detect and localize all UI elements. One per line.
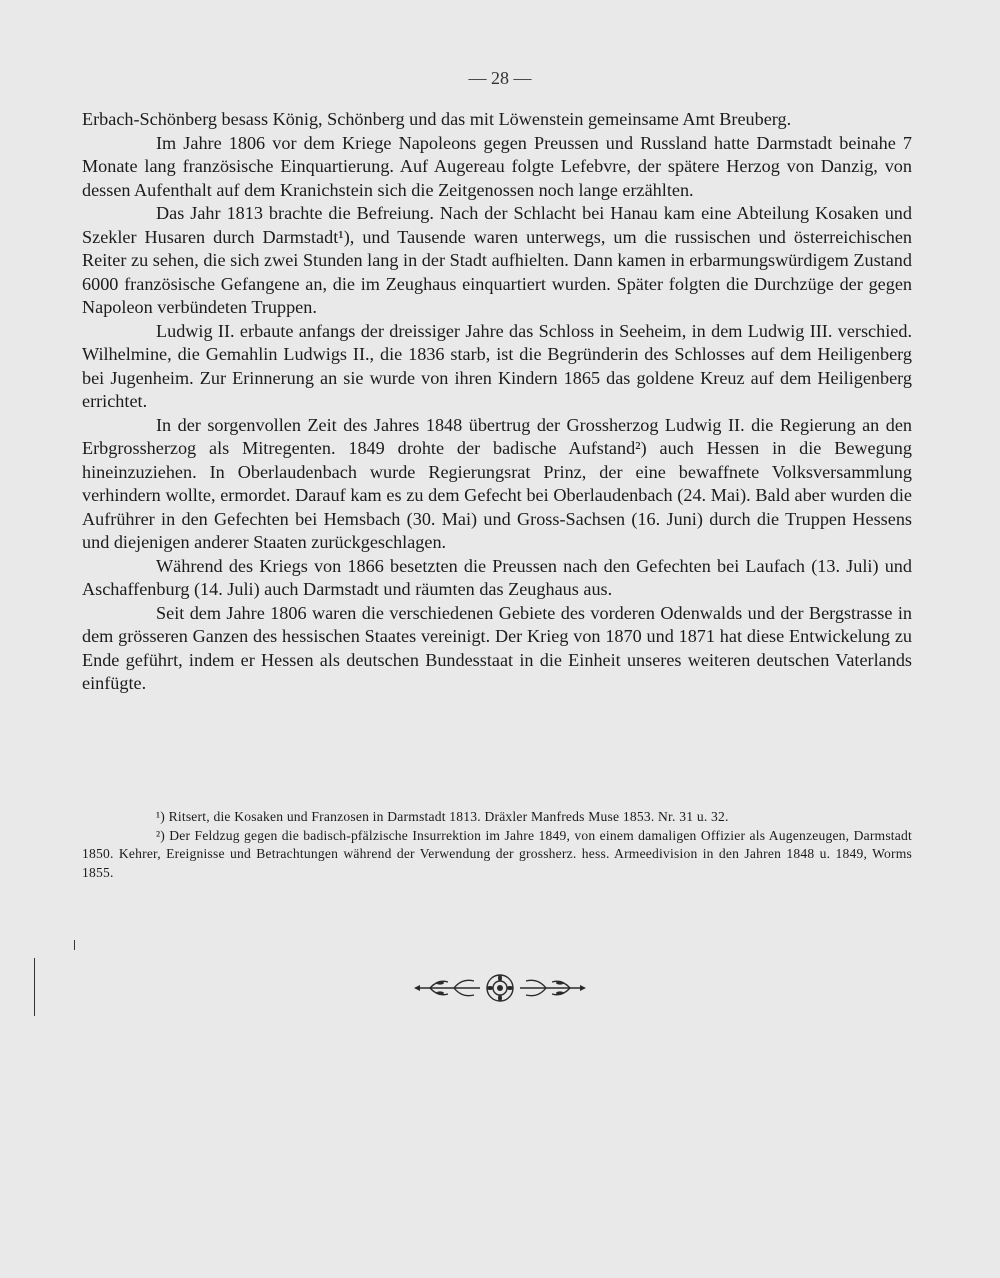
paragraph-5: In der sorgenvollen Zeit des Jahres 1848 übertrug der Grossherzog Ludwig II. die Regierung an den Erbgrossherzog als Mitregenten. 1849 drohte der badische Aufstand²) auch Hessen in die Bewegung hineinzuziehen. In Oberlaudenbach wurde Regierungsrat Prinz, der eine bewaffnete Volksversammlung verhindern wollte, ermordet. Darauf kam es zu dem Gefecht bei Oberlaudenbach (24. Mai). Bald aber wurden die Aufrührer in den Gefechten bei Hemsbach (30. Mai) und Gross-Sachsen (16. Juni) durch die Truppen Hessens und diejenigen anderer Staaten zurückgeschlagen. xyxy=(82,414,912,552)
footnote-1: ¹) Ritsert, die Kosaken und Franzosen in Darmstadt 1813. Dräxler Manfreds Muse 1853. Nr. 31 u. 32. xyxy=(156,809,729,824)
paragraph-3: Das Jahr 1813 brachte die Befreiung. Nach der Schlacht bei Hanau kam eine Abteilung Kosaken und Szekler Husaren durch Darmstadt¹), und Tausende waren unterwegs, um die russischen und österreichischen Reiter zu sehen, die sich zwei Stunden lang in der Stadt aufhielten. Dann kamen in erbarmungswürdigem Zustand 6000 französische Gefangene an, die im Zeughaus einquartiert wurden. Später folgten die Durchzüge der gegen Napoleon verbündeten Truppen. xyxy=(82,203,912,317)
margin-mark xyxy=(74,940,75,950)
body-text xyxy=(82,108,912,696)
paragraph-2: Im Jahre 1806 vor dem Kriege Napoleons gegen Preussen und Russland hatte Darmstadt beinahe 7 Monate lang französische Einquartierung. Auf Augereau folgte Lefebvre, der spätere Herzog von Danzig, von dessen Aufenthalt auf dem Kranichstein sich die Zeitgenossen noch lange erzählten. xyxy=(82,132,912,200)
floral-rosette-ornament-icon xyxy=(410,970,590,1006)
paragraph-7: Seit dem Jahre 1806 waren die verschiedenen Gebiete des vorderen Odenwalds und der Bergstrasse in dem grösseren Ganzen des hessischen Staates vereinigt. Der Krieg von 1870 und 1871 hat diese Entwickelung zu Ende geführt, indem er Hessen als deutschen Bundesstaat in die Einheit unseres weiteren deutschen Vaterlands einfügte. xyxy=(82,602,912,693)
margin-mark xyxy=(34,958,35,1016)
page-number: — 28 — xyxy=(468,68,532,88)
footnote-2: ²) Der Feldzug gegen die badisch-pfälzische Insurrektion im Jahre 1849, von einem damaligen Offizier als Augenzeugen, Darmstadt 1850. Kehrer, Ereignisse und Betrachtungen während der Verwendung der grossherz. hess. Armeedivision in den Jahren 1848 u. 1849, Worms 1855. xyxy=(82,827,912,880)
footnotes xyxy=(82,808,912,882)
paragraph-1: Erbach-Schönberg besass König, Schönberg und das mit Löwenstein gemeinsame Amt Breuberg. xyxy=(82,109,792,129)
paragraph-4: Ludwig II. erbaute anfangs der dreissiger Jahre das Schloss in Seeheim, in dem Ludwig III. verschied. Wilhelmine, die Gemahlin Ludwigs II., die 1836 starb, ist die Begründerin des Schlosses auf dem Heiligenberg bei Jugenheim. Zur Erinnerung an sie wurde von ihren Kindern 1865 das goldene Kreuz auf dem Heiligenberg errichtet. xyxy=(82,320,912,411)
paragraph-6: Während des Kriegs von 1866 besetzten die Preussen nach den Gefechten bei Laufach (13. Juli) und Aschaffenburg (14. Juli) auch Darmstadt und räumten das Zeughaus aus. xyxy=(82,555,912,599)
